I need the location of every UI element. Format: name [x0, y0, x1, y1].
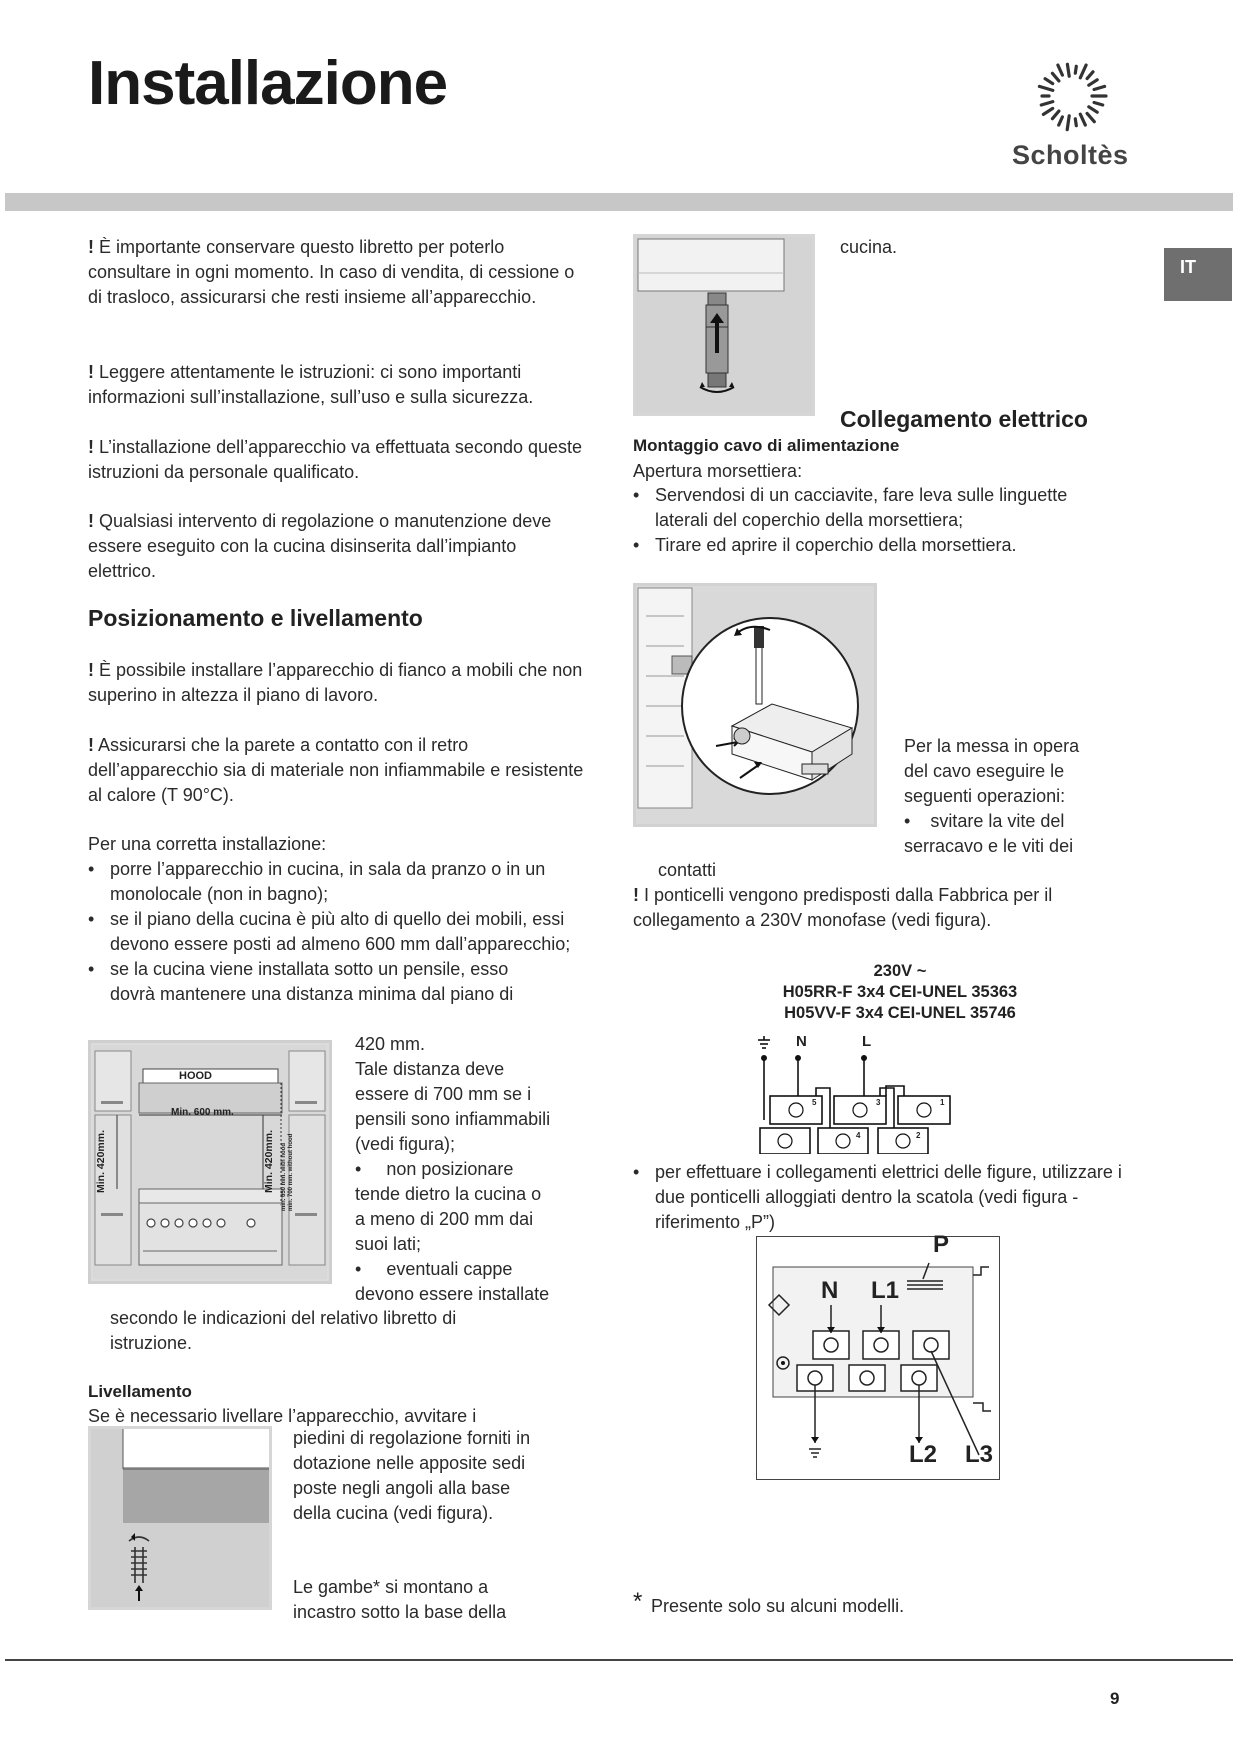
header-divider [5, 193, 1233, 211]
without-hood-label: min. 700 mm. without hood [288, 1133, 294, 1211]
min-420-right-label: Min. 420mm. [263, 1129, 275, 1193]
logo-ray [1052, 111, 1059, 119]
hood-tail-text: secondo le indicazioni del relativo libretto di istruzione. [110, 1308, 457, 1353]
screwdriver-terminal-icon [636, 586, 874, 824]
wiring-diagram [756, 1033, 956, 1154]
logo-ray [1052, 73, 1059, 81]
block-label-n: N [821, 1277, 839, 1304]
logo-ray [1059, 117, 1063, 125]
leveling-intro: Se è necessario livellare l’apparecchio, avvitare i [88, 1406, 477, 1426]
cucina-continuation: cucina. [840, 237, 898, 257]
leveling-figure [88, 1426, 272, 1610]
logo-ray [1043, 108, 1052, 114]
jumper-warning: ! I ponticelli vengono predisposti dalla Fabbrica per il collegamento a 230V monofase (vedi figura). [633, 885, 1053, 930]
legs-text: Le gambe* si montano a incastro sotto la base della [293, 1577, 507, 1622]
logo-ray [1080, 65, 1086, 78]
leg-mount-icon [636, 237, 812, 413]
brand-name: Scholtès [1012, 140, 1129, 170]
warning-qualified-staff: ! L’installazione dell’apparecchio va effettuata secondo queste istruzioni da personale qualificato. [88, 437, 583, 482]
footnote: Presente solo su alcuni modelli. [651, 1596, 905, 1616]
list-item: • porre l’apparecchio in cucina, in sala da pranzo o in un monolocale (non in bagno); [88, 857, 588, 907]
section-heading-positioning: Posizionamento e livellamento [88, 605, 423, 631]
logo-ray [1067, 116, 1069, 130]
logo-ray [1087, 113, 1094, 121]
language-tab: IT [1164, 248, 1232, 301]
cable-spec [700, 961, 1100, 1024]
terminal-5-label: 5 [812, 1098, 817, 1107]
logo-ray [1089, 80, 1097, 85]
list-item: • se il piano della cucina è più alto di quello dei mobili, essi devono essere posti ad almeno 600 mm dall’apparecchio; [88, 907, 588, 957]
cable-steps-text: Per la messa in opera del cavo eseguire le seguenti operazioni: • svitare la vite del serracavo e le viti dei [904, 736, 1080, 856]
terminal-box-figure [633, 583, 877, 827]
scholtes-logo-icon [1032, 56, 1112, 136]
min-600-label: Min. 600 mm. [171, 1107, 234, 1118]
wiring-label-n: N [796, 1033, 807, 1050]
min-420-left-label: Min. 420mm. [95, 1129, 107, 1193]
terminal-2-label: 2 [916, 1131, 921, 1140]
terminal-intro: Apertura morsettiera: [633, 461, 803, 481]
installation-intro: Per una corretta installazione: [88, 834, 327, 854]
wrap-text-hood: 420 mm. Tale distanza deve essere di 700 mm se i pensili sono infiammabili (vedi figura); • non posizionare tende dietro la cucina o a meno di 200 mm dai suoi lati; • eventuali cappe devono essere installate [355, 1034, 551, 1304]
adjustable-foot-icon [91, 1429, 269, 1607]
logo-ray [1039, 86, 1052, 90]
leveling-heading: Livellamento [88, 1382, 192, 1401]
page-title: Installazione [88, 49, 448, 118]
logo-ray [1067, 64, 1069, 76]
logo-ray [1041, 102, 1053, 105]
spec-cable-1: H05RR-F 3x4 CEI-UNEL 35363 [782, 983, 1018, 1001]
list-item: • Servendosi di un cacciavite, fare leva sulle linguette laterali del coperchio della morsettiera; [633, 483, 1123, 533]
logo-ray [1089, 107, 1097, 112]
hood-clearance-figure [88, 1040, 332, 1284]
warning-keep-booklet: ! È importante conservare questo libretto per poterlo consultare in ogni momento. In caso di vendita, di cessione o di trasloco, assicurarsi che resti insieme all’apparecchio. [88, 237, 575, 307]
warning-read-instructions: ! Leggere attentamente le istruzioni: ci sono importanti informazioni sull’installazione, sull’uso e sulla sicurezza. [88, 362, 534, 407]
footnote-asterisk: * [633, 1588, 643, 1615]
hood-label: HOOD [179, 1070, 212, 1082]
terminal-open-list [633, 483, 1123, 558]
warning-furniture: ! È possibile installare l’apparecchio di fianco a mobili che non superino in altezza il piano di lavoro. [88, 660, 583, 705]
footer-divider [5, 1659, 1233, 1661]
section-heading-electric: Collegamento elettrico [840, 406, 1088, 432]
warning-wall: ! Assicurarsi che la parete a contatto con il retro dell’apparecchio sia di materiale non infiammabile e resistente al calore (T 90°C). [88, 735, 584, 805]
terminal-block-icon [757, 1237, 998, 1478]
block-label-l3: L3 [965, 1441, 994, 1468]
wiring-label-l: L [862, 1033, 872, 1050]
list-item: • per effettuare i collegamenti elettrici delle figure, utilizzare i due ponticelli alloggiati dentro la scatola (vedi figura - riferimento „P”) [633, 1160, 1133, 1235]
installation-list [88, 857, 588, 1007]
spec-cable-2: H05VV-F 3x4 CEI-UNEL 35746 [784, 1004, 1016, 1022]
terminal-block-diagram [756, 1231, 1000, 1480]
logo-ray [1087, 72, 1093, 79]
logo-ray [1075, 66, 1076, 73]
page-number: 9 [1110, 1689, 1120, 1708]
block-label-l2: L2 [909, 1441, 938, 1468]
warning-disconnect: ! Qualsiasi intervento di regolazione o manutenzione deve essere eseguito con la cucina disinserita dall’impianto elettrico. [88, 511, 552, 581]
terminal-1-label: 1 [940, 1098, 945, 1107]
logo-ray [1094, 103, 1103, 106]
spec-voltage: 230V ~ [873, 962, 927, 980]
logo-ray [1058, 65, 1063, 75]
terminal-4-label: 4 [856, 1131, 861, 1140]
block-label-p: P [933, 1231, 950, 1258]
block-label-l1: L1 [871, 1277, 900, 1304]
logo-ray [1094, 86, 1105, 89]
cable-subheading: Montaggio cavo di alimentazione [633, 436, 900, 455]
contacts-text: contatti [658, 860, 717, 880]
leveling-wrap-text: piedini di regolazione forniti in dotazione nelle apposite sedi poste negli angoli alla base della cucina (vedi figura). [293, 1428, 531, 1523]
logo-ray [1080, 114, 1085, 125]
terminal-3-label: 3 [876, 1098, 881, 1107]
logo-ray [1075, 119, 1076, 126]
list-item: • Tirare ed aprire il coperchio della morsettiera. [633, 533, 1123, 558]
jumper-instructions [633, 1160, 1133, 1235]
list-item: • se la cucina viene installata sotto un pensile, esso dovrà mantenere una distanza minima dal piano di [88, 957, 588, 1007]
logo-ray [1045, 79, 1053, 84]
with-hood-label: min. 650 mm. with hood [281, 1142, 287, 1211]
leg-mount-figure [633, 234, 815, 416]
